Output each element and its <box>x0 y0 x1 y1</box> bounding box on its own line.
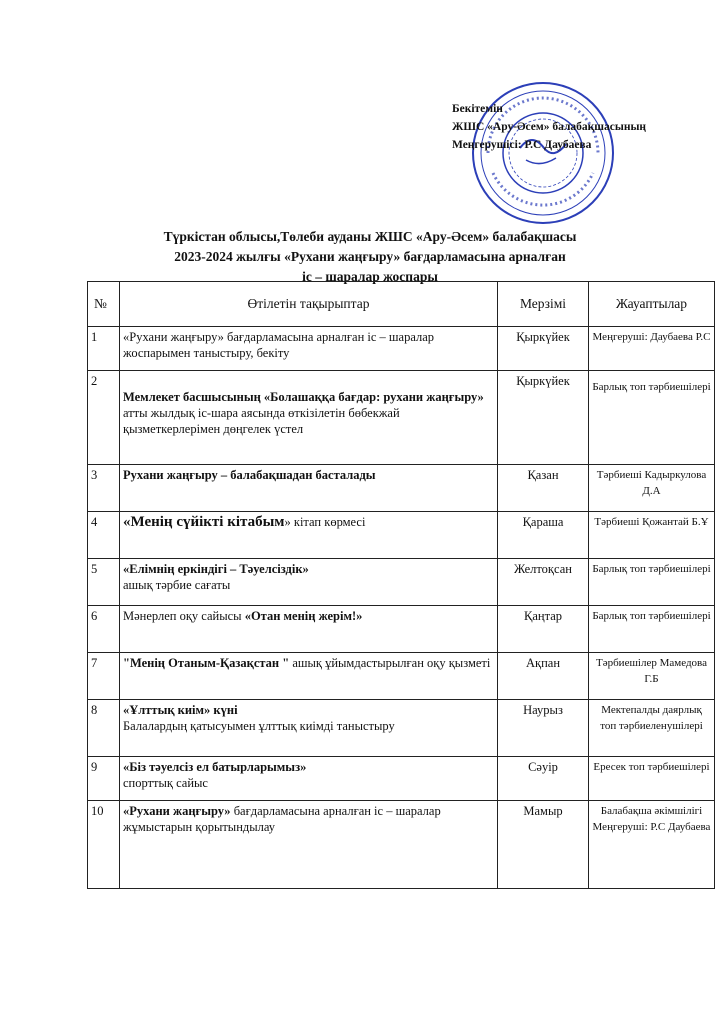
row-responsible: Ересек топ тәрбиешілері <box>589 757 715 801</box>
row-topic <box>120 559 498 606</box>
topic-bold-text: Рухани жаңғыру – балабақшадан басталады <box>123 468 376 482</box>
title-line-2: 2023-2024 жылғы «Рухани жаңғыру» бағдарламасына арналған <box>174 249 566 264</box>
row-responsible: Барлық топ тәрбиешілері <box>589 559 715 606</box>
topic-bold-text: "Менің Отаным-Қазақстан " <box>123 656 290 670</box>
approval-line-2: ЖШС «Ару-Әсем» балабақшасының <box>452 121 647 133</box>
header-responsible: Жауаптылар <box>589 282 715 327</box>
approval-block <box>452 100 712 154</box>
row-topic <box>120 465 498 512</box>
row-responsible: Барлық топ тәрбиешілері <box>589 606 715 653</box>
row-topic <box>120 653 498 700</box>
topic-text: «Рухани жаңғыру» бағдарламасына арналған іс – шаралар жоспарымен таныстыру, бекіту <box>123 330 435 360</box>
table-row <box>88 606 715 653</box>
row-term: Қараша <box>498 512 589 559</box>
row-topic <box>120 606 498 653</box>
row-topic <box>120 801 498 889</box>
row-number: 7 <box>88 653 120 700</box>
table-row <box>88 801 715 889</box>
row-term: Наурыз <box>498 700 589 757</box>
title-line-3: іс – шаралар жоспары <box>302 269 438 284</box>
row-term: Қаңтар <box>498 606 589 653</box>
row-number: 3 <box>88 465 120 512</box>
row-number: 5 <box>88 559 120 606</box>
topic-text: » кітап көрмесі <box>284 515 366 529</box>
topic-text: ашық ұйымдастырылған оқу қызметі <box>289 656 491 670</box>
row-term: Мамыр <box>498 801 589 889</box>
row-number: 1 <box>88 327 120 371</box>
row-responsible: Балабақша әкімшілігі Меңгеруші: Р.С Даубаева <box>589 801 715 889</box>
row-topic <box>120 512 498 559</box>
row-term: Қыркүйек <box>498 327 589 371</box>
row-term: Қыркүйек <box>498 371 589 465</box>
topic-text: атты жылдық іс-шара аясында өткізілетін бөбекжай қызметкерлерімен дөңгелек үстел <box>123 406 400 436</box>
table-row <box>88 757 715 801</box>
header-topics: Өтілетін тақырыптар <box>120 282 498 327</box>
topic-text: ашық тәрбие сағаты <box>123 578 231 592</box>
row-topic <box>120 371 498 465</box>
row-responsible: Меңгеруші: Даубаева Р.С <box>589 327 715 371</box>
row-term: Ақпан <box>498 653 589 700</box>
row-responsible: Тәрбиешілер Мамедова Г.Б <box>589 653 715 700</box>
topic-bold-text: Мемлекет басшысының «Болашаққа бағдар: рухани жаңғыру» <box>123 390 484 404</box>
table-row <box>88 559 715 606</box>
topic-bold-text: «Біз тәуелсіз ел батырларымыз» <box>123 760 307 774</box>
row-number: 4 <box>88 512 120 559</box>
row-number: 6 <box>88 606 120 653</box>
row-responsible: Мектепалды даярлық топ тәрбиеленушілері <box>589 700 715 757</box>
topic-bold-text: «Елімнің еркіндігі – Тәуелсіздік» <box>123 562 309 576</box>
row-topic <box>120 757 498 801</box>
table-header-row <box>88 282 715 327</box>
row-responsible: Барлық топ тәрбиешілері <box>589 371 715 465</box>
header-number: № <box>88 282 120 327</box>
approval-line-1: Бекітемін <box>452 103 503 115</box>
table-row <box>88 700 715 757</box>
row-number: 9 <box>88 757 120 801</box>
topic-bold-text: «Рухани жаңғыру» <box>123 804 231 818</box>
row-term: Желтоқсан <box>498 559 589 606</box>
row-number: 8 <box>88 700 120 757</box>
topic-text: Мәнерлеп оқу сайысы <box>123 609 245 623</box>
approval-line-3: Меңгерушісі: Р.С Даубаева <box>452 139 592 151</box>
table-row <box>88 512 715 559</box>
topic-text: бағдарламасына арналған іс – шаралар жұмыстарын қорытындылау <box>123 804 441 834</box>
plan-table <box>87 281 715 889</box>
document-title <box>60 227 680 287</box>
row-responsible: Тәрбиеші Қожантай Б.Ұ <box>589 512 715 559</box>
row-term: Сәуір <box>498 757 589 801</box>
table-row <box>88 465 715 512</box>
row-responsible: Тәрбиеші Кадыркулова Д.А <box>589 465 715 512</box>
row-number: 2 <box>88 371 120 465</box>
table-row <box>88 371 715 465</box>
row-term: Қазан <box>498 465 589 512</box>
table-row <box>88 653 715 700</box>
row-topic <box>120 327 498 371</box>
topic-bold-text: «Ұлттық киім» күні <box>123 703 238 717</box>
header-term: Мерзімі <box>498 282 589 327</box>
topic-text: спорттық сайыс <box>123 776 208 790</box>
table-row <box>88 327 715 371</box>
row-topic <box>120 700 498 757</box>
row-number: 10 <box>88 801 120 889</box>
topic-bold-text: «Менің сүйікті кітабым <box>123 514 285 530</box>
title-line-1: Түркістан облысы,Төлеби ауданы ЖШС «Ару-Әсем» балабақшасы <box>163 229 577 244</box>
topic-bold-text: «Отан менің жерім!» <box>244 609 363 623</box>
topic-text: Балалардың қатысуымен ұлттық киімді таныстыру <box>123 719 395 733</box>
